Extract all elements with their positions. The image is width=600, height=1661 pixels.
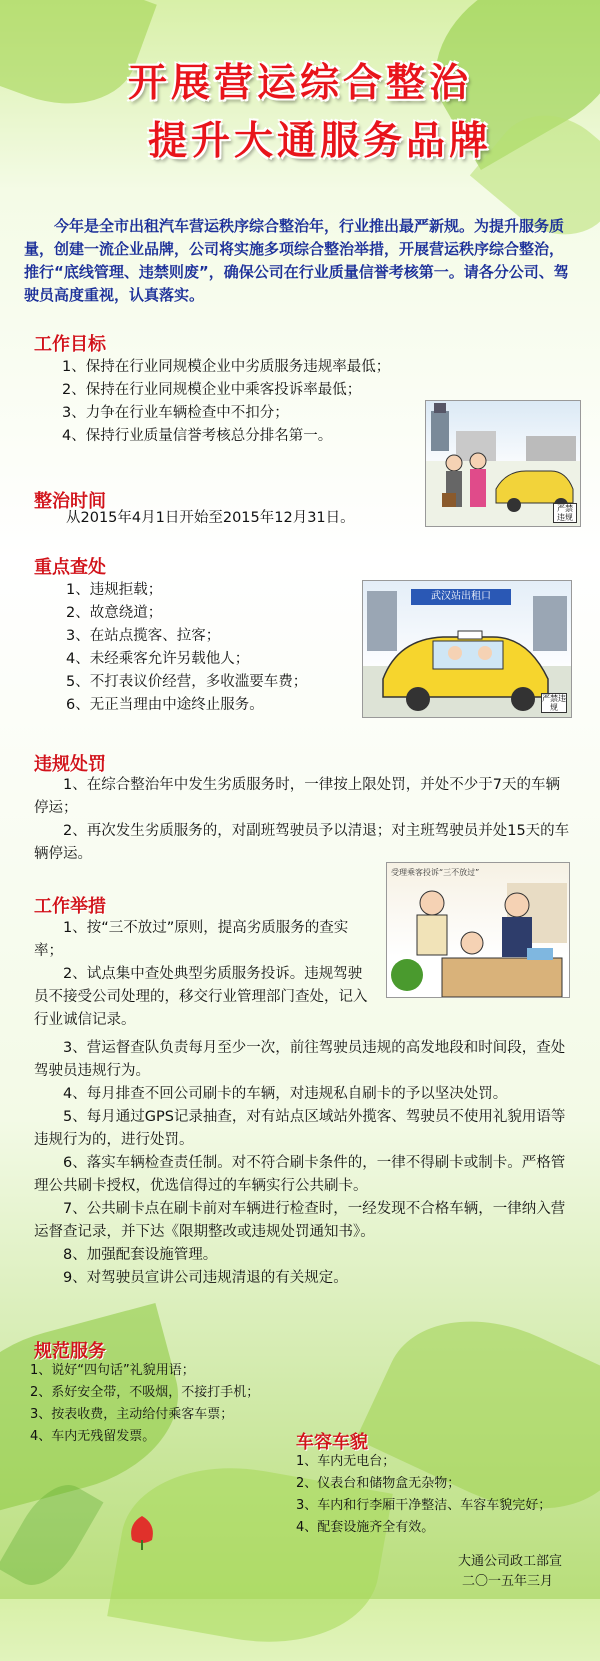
heading-goal: 工作目标: [34, 334, 106, 355]
stamp: 严禁违规: [542, 694, 566, 712]
list-item: 3、按表收费，主动给付乘客车票；: [30, 1407, 234, 1422]
list-item: 7、公共刷卡点在刷卡前对车辆进行检查时，一经发现不合格车辆，一律纳入营运督查记录，并下达《限期整改或违规处罚通知书》。: [34, 1201, 566, 1240]
list-item: 9、对驾驶员宣讲公司违规清退的有关规定。: [63, 1270, 348, 1286]
list-item: 2、系好安全带，不吸烟，不接打手机；: [30, 1385, 260, 1400]
list-item: 1、保持在行业同规模企业中劣质服务违规率最低；: [62, 359, 391, 375]
car-list: [296, 1451, 596, 1539]
list-item: 5、每月通过GPS记录抽查，对有站点区域站外揽客、驾驶员不使用礼貌用语等违规行为的，进行处罚。: [34, 1109, 566, 1148]
illustration-complaint-desk: [386, 862, 570, 998]
goal-list: [62, 356, 422, 448]
list-item: 2、再次发生劣质服务的，对副班驾驶员予以清退；对主班驾驶员并处15天的车辆停运。: [34, 823, 570, 862]
list-item: 1、在综合整治年中发生劣质服务时，一律按上限处罚，并处不少于7天的车辆停运；: [34, 777, 560, 816]
page-title-line1: 开展营运综合整治: [127, 61, 472, 106]
intro-paragraph: 今年是全市出租汽车营运秩序综合整治年，行业推出最严新规。为提升服务质量，创建一流企业品牌，公司将实施多项综合整治举措，开展营运秩序综合整治，推行“底线管理、违禁则废”，确保公司在行业质量信誉考核第一。请各分公司、驾驶员高度重视，认真落实。: [24, 217, 569, 304]
focus-list: [66, 579, 366, 717]
list-item: 1、按“三不放过”原则，提高劣质服务的查实率；: [34, 920, 349, 959]
service-list: [30, 1360, 330, 1448]
list-item: 8、加强配套设施管理。: [63, 1247, 218, 1263]
list-item: 4、车内无残留发票。: [30, 1429, 156, 1444]
list-item: 3、力争在行业车辆检查中不扣分；: [62, 405, 289, 421]
heading-focus: 重点查处: [34, 557, 106, 578]
list-item: 6、无正当理由中途终止服务。: [66, 697, 264, 713]
list-item: 4、配套设施齐全有效。: [296, 1520, 435, 1535]
measures-list: [34, 1037, 570, 1290]
list-item: 3、在站点揽客、拉客；: [66, 628, 221, 644]
illustration-taxi-station: [362, 580, 572, 718]
footer-dept: 大通公司政工部宣: [458, 1554, 563, 1569]
time-text: 从2015年4月1日开始至2015年12月31日。: [66, 510, 355, 526]
list-item: 1、车内无电台；: [296, 1454, 396, 1469]
list-item: 3、营运督查队负责每月至少一次，前往驾驶员违规的高发地段和时间段，查处驾驶员违规行为。: [34, 1040, 566, 1079]
stamp: 严禁违规: [553, 503, 577, 523]
list-item: 1、违规拒载；: [66, 582, 163, 598]
heading-service: 规范服务: [34, 1341, 106, 1362]
list-item: 1、说好“四句话”礼貌用语；: [30, 1363, 195, 1378]
tulip-logo-icon: [122, 1510, 162, 1550]
complaint-board: 受理乘客投诉“三不放过”: [391, 868, 480, 877]
list-item: 2、试点集中查处典型劣质服务投诉。违规驾驶员不接受公司处理的，移交行业管理部门查处，记入行业诚信记录。: [34, 966, 368, 1028]
penalty-list: [34, 774, 570, 866]
heading-car: 车容车貌: [296, 1432, 368, 1453]
measures-list-top: [34, 917, 374, 1032]
footer-date: 二〇一五年三月: [462, 1574, 554, 1589]
list-item: 6、落实车辆检查责任制。对不符合刷卡条件的，一律不得刷卡或制卡。严格管理公共刷卡授权，优选信得过的车辆实行公共刷卡。: [34, 1155, 566, 1194]
page-title-line2: 提升大通服务品牌: [147, 119, 492, 164]
list-item: 2、仪表台和储物盒无杂物；: [296, 1476, 461, 1491]
list-item: 4、保持行业质量信誉考核总分排名第一。: [62, 428, 333, 444]
station-sign: 武汉站出租口: [411, 589, 511, 605]
heading-time: 整治时间: [34, 491, 106, 512]
heading-penalty: 违规处罚: [34, 754, 106, 775]
list-item: 3、车内和行李厢干净整洁、车容车貌完好；: [296, 1498, 552, 1513]
list-item: 2、保持在行业同规模企业中乘客投诉率最低；: [62, 382, 362, 398]
list-item: 5、不打表议价经营，多收滥要车费；: [66, 674, 308, 690]
list-item: 4、未经乘客允许另载他人；: [66, 651, 250, 667]
list-item: 4、每月排查不回公司刷卡的车辆，对违规私自刷卡的予以坚决处罚。: [63, 1086, 508, 1102]
heading-measures: 工作举措: [34, 896, 106, 917]
illustration-passenger-pickup: [425, 400, 581, 527]
list-item: 2、故意绕道；: [66, 605, 163, 621]
